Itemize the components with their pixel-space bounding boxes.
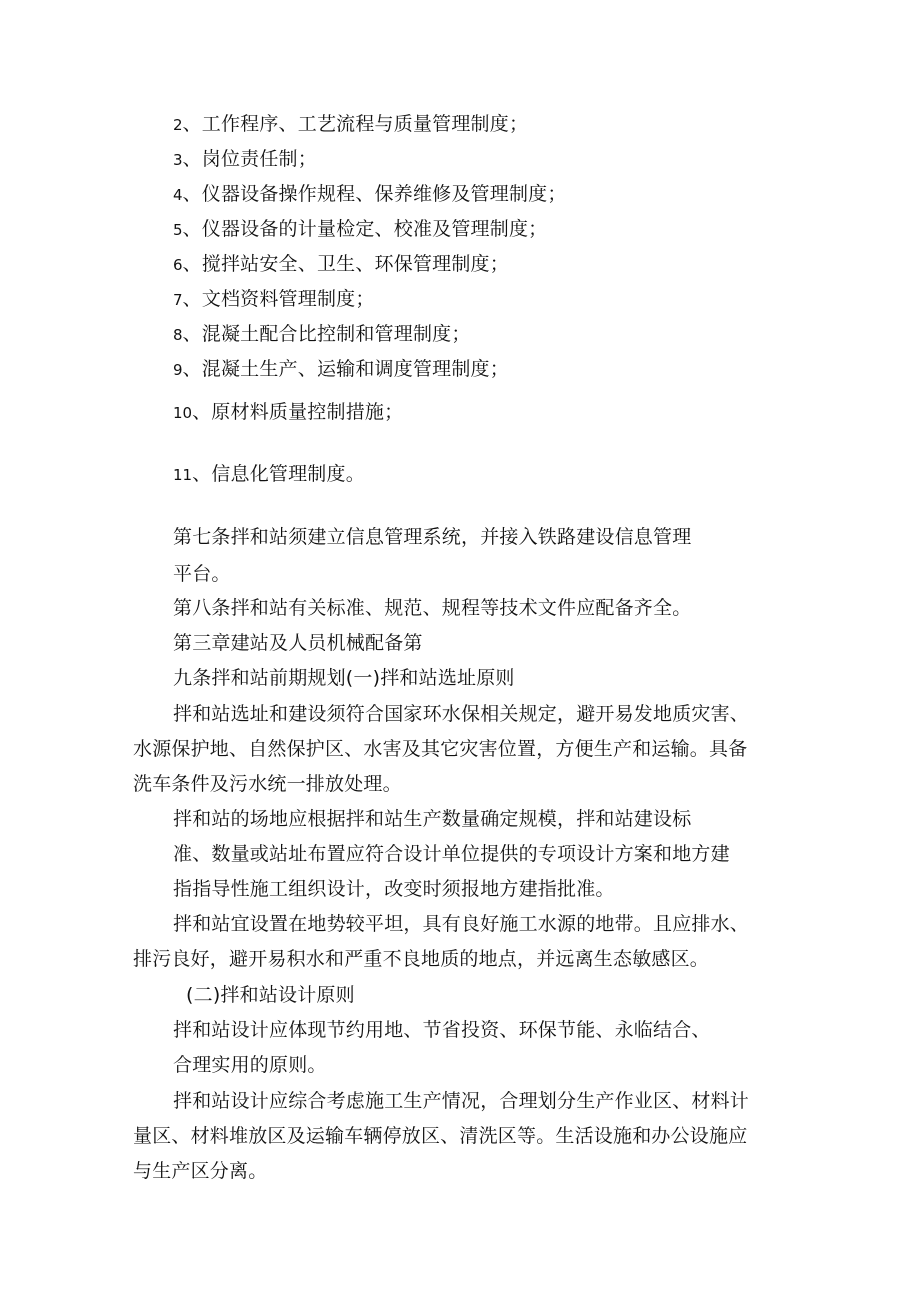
list-item-text: 搅拌站安全、卫生、环保管理制度； <box>201 253 509 275</box>
site-selection-line-1: 拌和站选址和建设须符合国家环水保相关规定，避开易发地质灾害、 <box>173 703 750 725</box>
site-scale-line-2: 准、数量或站址布置应符合设计单位提供的专项设计方案和地方建 <box>173 843 730 865</box>
site-terrain-line-1: 拌和站宜设置在地势较平坦，具有良好施工水源的地带。且应排水、 <box>173 913 750 935</box>
list-item-text: 信息化管理制度。 <box>211 463 365 485</box>
article-7-line-1: 第七条拌和站须建立信息管理系统，并接入铁路建设信息管理 <box>173 526 692 548</box>
list-item-text: 混凝土生产、运输和调度管理制度； <box>201 358 509 380</box>
design-principle-line-1: 拌和站设计应体现节约用地、节省投资、环保节能、永临结合、 <box>173 1019 711 1041</box>
list-item-text: 岗位责任制； <box>201 148 317 170</box>
list-number: 8 <box>173 326 183 344</box>
design-layout-line-3: 与生产区分离。 <box>133 1160 268 1182</box>
list-item-6 <box>173 252 509 277</box>
list-item-3 <box>173 147 317 172</box>
list-number: 5 <box>173 221 183 239</box>
list-item-7 <box>173 287 375 312</box>
site-selection-line-2: 水源保护地、自然保护区、水害及其它灾害位置，方便生产和运输。具备 <box>133 738 748 760</box>
list-number: 3 <box>173 151 183 169</box>
design-layout-line-1: 拌和站设计应综合考虑施工生产情况，合理划分生产作业区、材料计 <box>173 1090 750 1112</box>
site-scale-line-1: 拌和站的场地应根据拌和站生产数量确定规模，拌和站建设标 <box>173 808 692 830</box>
list-item-2 <box>173 112 528 137</box>
chapter-3-heading: 第三章建站及人员机械配备第 <box>173 632 423 654</box>
list-separator: 、 <box>182 183 202 205</box>
list-separator: 、 <box>182 113 202 135</box>
list-item-text: 文档资料管理制度； <box>201 288 375 310</box>
list-number: 11 <box>173 466 193 484</box>
list-separator: 、 <box>182 323 202 345</box>
article-8-line: 第八条拌和站有关标准、规范、规程等技术文件应配备齐全。 <box>173 597 692 619</box>
list-number: 10 <box>173 404 193 422</box>
list-separator: 、 <box>192 463 212 485</box>
site-selection-line-3: 洗车条件及污水统一排放处理。 <box>133 773 402 795</box>
list-item-text: 工作程序、工艺流程与质量管理制度； <box>201 113 529 135</box>
list-item-5 <box>173 217 547 242</box>
site-scale-line-3: 指指导性施工组织设计，改变时须报地方建指批准。 <box>173 878 615 900</box>
list-item-10 <box>173 400 403 425</box>
list-number: 6 <box>173 256 183 274</box>
list-separator: 、 <box>182 218 202 240</box>
design-layout-line-2: 量区、材料堆放区及运输车辆停放区、清洗区等。生活设施和办公设施应 <box>133 1125 748 1147</box>
list-separator: 、 <box>182 148 202 170</box>
list-item-4 <box>173 182 567 207</box>
list-item-9 <box>173 357 509 382</box>
list-item-text: 混凝土配合比控制和管理制度； <box>201 323 471 345</box>
list-item-text: 仪器设备的计量检定、校准及管理制度； <box>201 218 548 240</box>
list-item-text: 仪器设备操作规程、保养维修及管理制度； <box>201 183 567 205</box>
list-number: 2 <box>173 116 183 134</box>
list-number: 9 <box>173 361 183 379</box>
list-separator: 、 <box>192 401 212 423</box>
design-principle-line-2: 合理实用的原则。 <box>173 1054 327 1076</box>
list-separator: 、 <box>182 288 202 310</box>
list-item-8 <box>173 322 471 347</box>
list-number: 7 <box>173 291 183 309</box>
list-item-11 <box>173 462 365 487</box>
list-item-text: 原材料质量控制措施； <box>211 401 404 423</box>
list-separator: 、 <box>182 253 202 275</box>
list-separator: 、 <box>182 358 202 380</box>
site-terrain-line-2: 排污良好，避开易积水和严重不良地质的地点，并远离生态敏感区。 <box>133 948 710 970</box>
article-9-heading: 九条拌和站前期规划(一)拌和站选址原则 <box>173 667 515 689</box>
list-number: 4 <box>173 186 183 204</box>
design-principle-heading: (二)拌和站设计原则 <box>186 984 355 1006</box>
article-7-line-2: 平台。 <box>173 563 231 585</box>
